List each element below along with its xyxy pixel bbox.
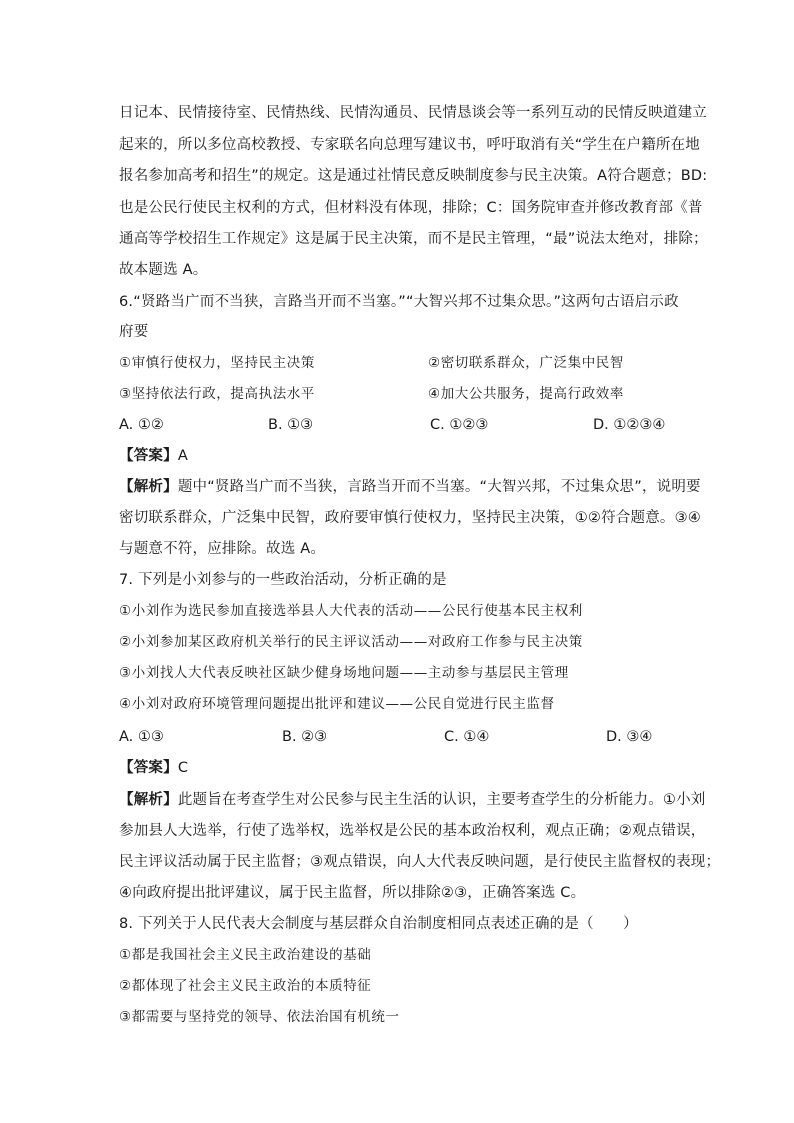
q6-choice-b: B. ①③ [268,417,314,433]
text-line: 故本题选 A。 [119,262,208,278]
answer-tag: 【答案】 [119,760,178,776]
q6-analysis-cont: 密切联系群众，广泛集中民智，政府要审慎行使权力，坚持民主决策，①②符合题意。③④ [119,510,701,526]
q6-statement-1: ①审慎行使权力，坚持民主决策 [119,355,316,371]
q7-analysis [119,790,706,810]
q7-analysis-cont: 民主评议活动属于民主监督；③观点错误，向人大代表反映问题，是行使民主监督权的表现； [119,854,721,870]
q7-choice-d: D. ③④ [606,729,653,745]
q6-choice-d: D. ①②③④ [593,417,666,433]
q6-choice-c: C. ①②③ [430,417,489,433]
q6-statement-2: ②密切联系群众，广泛集中民智 [428,355,625,371]
analysis-text: 题中“贤路当广而不当狭，言路当开而不当塞。“大智兴邦，不过集众思”，说明要 [177,479,701,495]
question-7-stem: 7. 下列是小刘参与的一些政治活动，分析正确的是 [119,572,447,588]
q7-statement-1: ①小刘作为选民参加直接选举县人大代表的活动——公民行使基本民主权利 [119,603,583,619]
text-line: 起来的，所以多位高校教授、专家联名向总理写建议书，呼吁取消有关“学生在户籍所在地 [119,137,701,153]
q7-choice-c: C. ①④ [444,729,490,745]
q8-statement-1: ①都是我国社会主义民主政治建设的基础 [119,947,372,963]
text-line: 日记本、民情接待室、民情热线、民情沟通员、民情恳谈会等一系列互动的民情反映道建立 [119,105,707,121]
q6-analysis-cont: 与题意不符，应排除。故选 A。 [119,541,326,557]
text-line: 通高等学校招生工作规定》这是属于民主决策，而不是民主管理，“最”说法太绝对，排除； [119,231,708,247]
question-6-stem-cont: 府要 [119,324,149,340]
analysis-tag: 【解析】 [119,479,178,495]
q8-statement-2: ②都体现了社会主义民主政治的本质特征 [119,978,372,994]
text-line: 报名参加高考和招生”的规定。这是通过社情民意反映制度参与民主决策。A符合题意；BD: [119,168,708,184]
analysis-tag: 【解析】 [119,792,178,808]
question-6-stem: 6.“贤路当广而不当狭，言路当开而不当塞。”“大智兴邦不过集众思。”这两句古语启示政 [119,294,679,310]
q7-choice-b: B. ②③ [282,729,328,745]
answer-tag: 【答案】 [119,448,178,464]
analysis-text: 此题旨在考查学生对公民参与民主生活的认识，主要考查学生的分析能力。①小刘 [177,792,706,808]
q7-statement-2: ②小刘参加某区政府机关举行的民主评议活动——对政府工作参与民主决策 [119,634,583,650]
q7-analysis-cont: 参加县人大选举，行使了选举权，选举权是公民的基本政治权利，观点正确；②观点错误， [119,823,706,839]
q7-choice-a: A. ①③ [119,729,164,745]
q6-analysis [119,477,701,497]
question-8-stem: 8. 下列关于人民代表大会制度与基层群众自治制度相同点表述正确的是（ ） [119,916,638,932]
answer-value: A [177,448,188,464]
q7-analysis-cont: ④向政府提出批评建议，属于民主监督，所以排除②③，正确答案选 C。 [119,885,586,901]
q7-answer [119,758,188,778]
q7-statement-4: ④小刘对政府环境管理问题提出批评和建议——公民自觉进行民主监督 [119,696,555,712]
q8-statement-3: ③都需要与坚持党的领导、依法治国有机统一 [119,1009,400,1025]
text-line: 也是公民行使民主权利的方式，但材料没有体现，排除；C：国务院审查并修改教育部《普 [119,200,703,216]
q6-choice-a: A. ①② [119,417,164,433]
q6-statement-4: ④加大公共服务，提高行政效率 [428,386,625,402]
answer-value: C [177,760,189,776]
q6-statement-3: ③坚持依法行政，提高执法水平 [119,386,316,402]
q7-statement-3: ③小刘找人大代表反映社区缺少健身场地问题——主动参与基层民主管理 [119,665,569,681]
q6-answer [119,446,188,466]
